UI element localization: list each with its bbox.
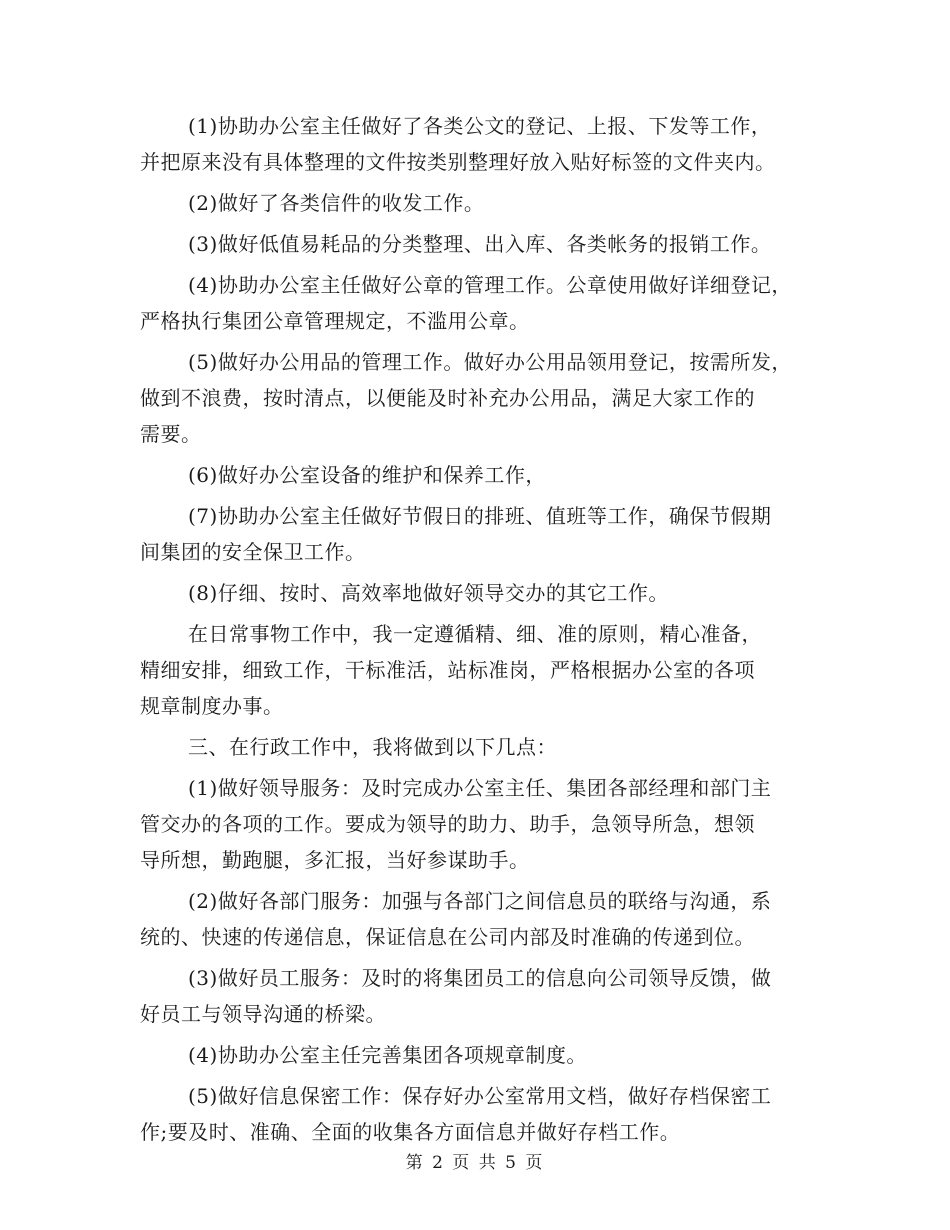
text-line: 需要。 bbox=[140, 422, 202, 446]
text-line: (3)做好员工服务：及时的将集团员工的信息向公司领导反馈，做 bbox=[188, 966, 772, 990]
text-line: (2)做好了各类信件的收发工作。 bbox=[188, 191, 485, 215]
text-line: (4)协助办公室主任做好公章的管理工作。公章使用做好详细登记， bbox=[188, 273, 792, 297]
text-line: 三、在行政工作中，我将做到以下几点： bbox=[188, 735, 557, 759]
text-line: 并把原来没有具体整理的文件按类别整理好放入贴好标签的文件夹内。 bbox=[140, 150, 776, 174]
paragraph bbox=[140, 770, 820, 878]
text-line: (5)做好办公用品的管理工作。做好办公用品领用登记，按需所发， bbox=[188, 350, 792, 374]
text-line: (5)做好信息保密工作：保存好办公室常用文档，做好存档保密工 bbox=[188, 1084, 772, 1108]
text-line: 管交办的各项的工作。要成为领导的助力、助手，急领导所急，想领 bbox=[140, 812, 755, 836]
paragraph bbox=[140, 1037, 820, 1073]
paragraph bbox=[140, 616, 820, 724]
paragraph bbox=[140, 575, 820, 611]
text-line: 间集团的安全保卫工作。 bbox=[140, 540, 366, 564]
text-line: 做到不浪费，按时清点，以便能及时补充办公用品，满足大家工作的 bbox=[140, 386, 755, 410]
text-line: (7)协助办公室主任做好节假日的排班、值班等工作，确保节假期 bbox=[188, 504, 772, 528]
text-line: (1)协助办公室主任做好了各类公文的登记、上报、下发等工作， bbox=[188, 114, 772, 138]
text-line: 精细安排，细致工作，干标准活，站标准岗，严格根据办公室的各项 bbox=[140, 658, 755, 682]
paragraph bbox=[140, 108, 820, 180]
paragraph bbox=[140, 1078, 820, 1150]
text-line: 作;要及时、准确、全面的收集各方面信息并做好存档工作。 bbox=[140, 1120, 681, 1144]
paragraph bbox=[140, 960, 820, 1032]
text-line: 好员工与领导沟通的桥梁。 bbox=[140, 1002, 386, 1026]
paragraph bbox=[140, 267, 820, 339]
text-line: 严格执行集团公章管理规定，不滥用公章。 bbox=[140, 309, 530, 333]
text-line: (3)做好低值易耗品的分类整理、出入库、各类帐务的报销工作。 bbox=[188, 232, 772, 256]
text-line: (1)做好领导服务：及时完成办公室主任、集团各部经理和部门主 bbox=[188, 776, 772, 800]
text-line: (8)仔细、按时、高效率地做好领导交办的其它工作。 bbox=[188, 581, 669, 605]
document-body bbox=[140, 108, 820, 1155]
text-line: 规章制度办事。 bbox=[140, 694, 284, 718]
text-line: (4)协助办公室主任完善集团各项规章制度。 bbox=[188, 1043, 587, 1067]
text-line: 在日常事物工作中，我一定遵循精、细、准的原则，精心准备， bbox=[188, 622, 762, 646]
text-line: 统的、快速的传递信息，保证信息在公司内部及时准确的传递到位。 bbox=[140, 925, 755, 949]
paragraph bbox=[140, 883, 820, 955]
text-line: 导所想，勤跑腿，多汇报，当好参谋助手。 bbox=[140, 848, 530, 872]
text-line: (6)做好办公室设备的维护和保养工作， bbox=[188, 463, 546, 487]
paragraph bbox=[140, 498, 820, 570]
paragraph bbox=[140, 185, 820, 221]
page-number: 第 2 页 共 5 页 bbox=[405, 1153, 545, 1173]
paragraph bbox=[140, 344, 820, 452]
paragraph bbox=[140, 226, 820, 262]
paragraph bbox=[140, 457, 820, 493]
text-line: (2)做好各部门服务：加强与各部门之间信息员的联络与沟通，系 bbox=[188, 889, 772, 913]
paragraph bbox=[140, 729, 820, 765]
